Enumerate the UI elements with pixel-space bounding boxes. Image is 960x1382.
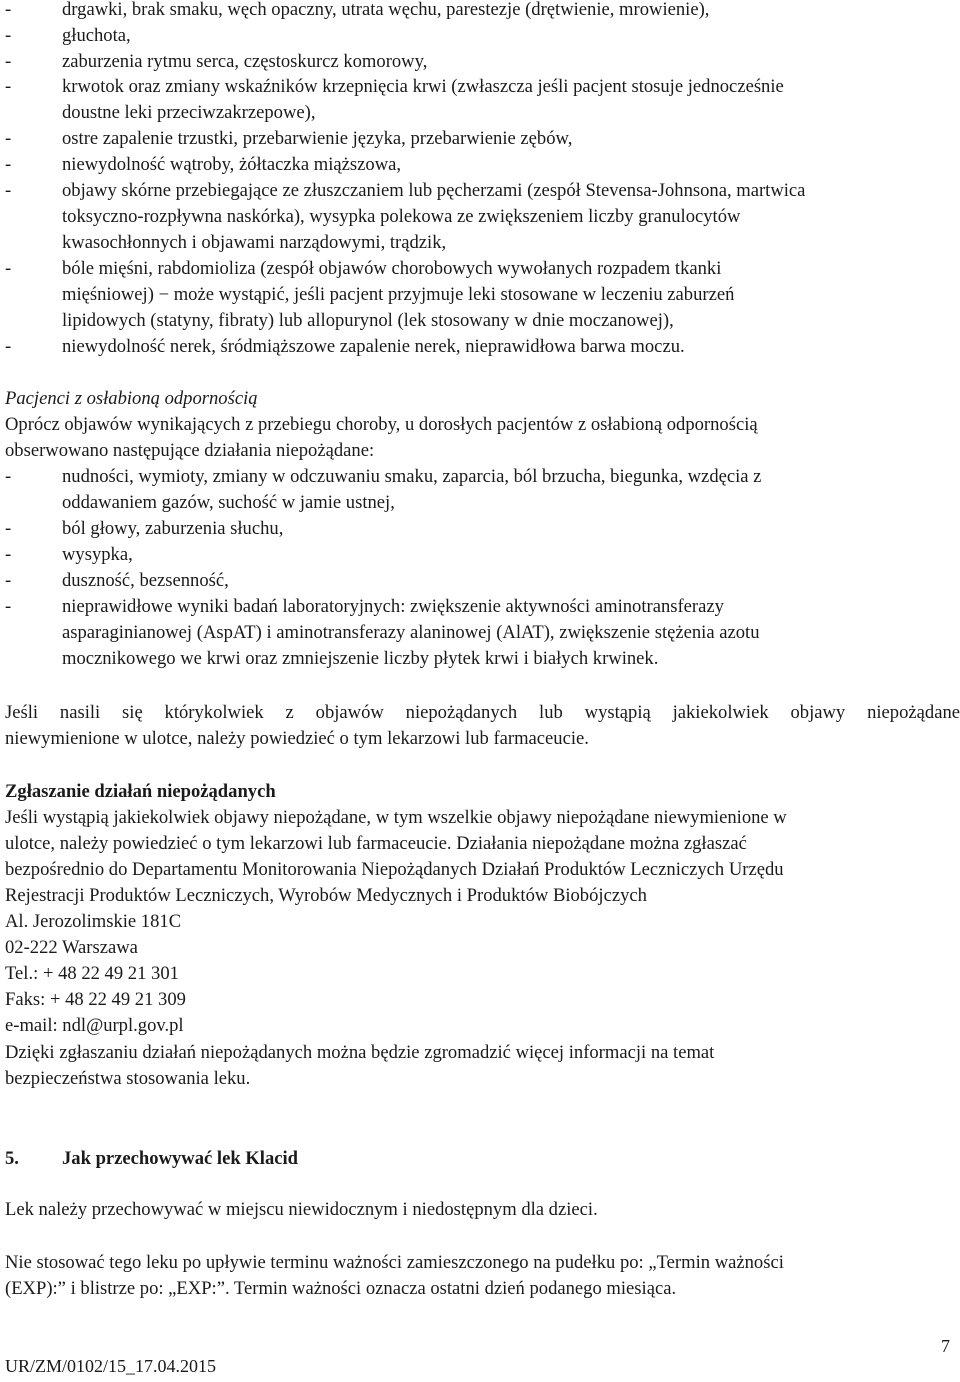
paragraph-line: niewymienione w ulotce, należy powiedzieć o tym lekarzowi lub farmaceucie. bbox=[5, 728, 589, 749]
email-address: e-mail: ndl@urpl.gov.pl bbox=[5, 1015, 184, 1036]
paragraph-line: Rejestracji Produktów Leczniczych, Wyrobów Medycznych i Produktów Biobójczych bbox=[5, 885, 647, 906]
paragraph-line: ulotce, należy powiedzieć o tym lekarzowi lub farmaceucie. Działania niepożądane można zgłaszać bbox=[5, 833, 747, 854]
section-title: Jak przechowywać lek Klacid bbox=[62, 1148, 299, 1169]
justified-line: Jeśli nasili się którykolwiek z objawów niepożądanych lub wystąpią jakiekolwiek objawy niepożądane bbox=[5, 702, 960, 723]
section-heading bbox=[0, 1146, 960, 1172]
paragraph-line: (EXP):” i blistrze po: „EXP:”. Termin ważności oznacza ostatni dzień podanego miesiąca. bbox=[5, 1278, 677, 1299]
section-heading: Pacjenci z osłabioną odpornością bbox=[5, 388, 258, 409]
paragraph-line: bezpośrednio do Departamentu Monitorowania Niepożądanych Działań Produktów Leczniczych Urzędu bbox=[5, 859, 784, 880]
document-code: UR/ZM/0102/15_17.04.2015 bbox=[5, 1356, 217, 1376]
address-street: Al. Jerozolimskie 181C bbox=[5, 911, 182, 932]
paragraph-line: Dzięki zgłaszaniu działań niepożądanych można będzie zgromadzić więcej informacji na temat bbox=[5, 1042, 715, 1063]
paragraph-line: Jeśli wystąpią jakiekolwiek objawy niepożądane, w tym wszelkie objawy niepożądane niewymienione w bbox=[5, 807, 787, 828]
document-page: - drgawki, brak smaku, węch opaczny, utrata węchu, parestezje (drętwienie, mrowienie), - głuchota, - zaburzenia rytmu serca, częstoskurcz komorowy, - krwotok oraz zmiany wskaźników krzepnięcia krwi (zwłaszcza jeśli pacjent stosuje jednocześnie doustne leki przeciwzakrzepowe), - ostre zapalenie trzustki, przebarwienie języka, przebarwienie zębów, - niewydolność wątroby, żółtaczka miąższowa, - objawy skórne przebiegające ze złuszczaniem lub pęcherzami (zespół Stevensa-Johnsona, martwica toksyczno-rozpływna naskórka), wysypka polekowa ze zwiększeniem liczby granulocytów kwasochłonnych i objawami narządowymi, trądzik, - bóle mięśni, rabdomioliza (zespół objawów chorobowych wywołanych rozpadem tkanki mięśniowej) − może wystąpić, jeśli pacjent przyjmuje leki stosowane w leczeniu zaburzeń lipidowych (statyny, fibraty) lub allopurynol (lek stosowany w dnie moczanowej), - niewydolność nerek, śródmiąższowe zapalenie nerek, nieprawidłowa barwa moczu. Pacjenci z osłabioną odpornością Oprócz objawów wynikających z przebiegu choroby, u dorosłych pacjentów z osłabioną odpornością obserwowano następujące działania niepożądane: - nudności, wymioty, zmiany w odczuwaniu smaku, zaparcia, ból brzucha, biegunka, wzdęcia z oddawaniem gazów, suchość w jamie ustnej, - ból głowy, zaburzenia słuchu, - wysypka, - duszność, bezsenność, - nieprawidłowe wyniki badań laboratoryjnych: zwiększenie aktywności aminotransferazy asparaginianowej (AspAT) i aminotransferazy alaninowej (AlAT), zwiększenie stężenia azotu mocznikowego we krwi oraz zmniejszenie liczby płytek krwi i białych krwinek. Jeśli nasili się którykolwiek z objawów niepożądanych lub wystąpią jakiekolwiek objawy niepożądane niewymienione w ulotce, należy powiedzieć o tym lekarzowi lub farmaceucie. Zgłaszanie działań niepożądanych Jeśli wystąpią jakiekolwiek objawy niepożądane, w tym wszelkie objawy niepożądane niewymienione w ulotce, należy powiedzieć o tym lekarzowi lub farmaceucie. Działania niepożądane można zgłaszać bezpośrednio do Departamentu Monitorowania Niepożądanych Działań Produktów Leczniczych Urzędu Rejestracji Produktów Leczniczych, Wyrobów Medycznych i Produktów Biobójczych Al. Jerozolimskie 181C 02-222 Warszawa Tel.: + 48 22 49 21 301 Faks: + 48 22 49 21 309 e-mail: ndl@urpl.gov.pl Dzięki zgłaszaniu działań niepożądanych można będzie zgromadzić więcej informacji na temat bezpieczeństwa stosowania leku. 5. Jak przechowywać lek Klacid Lek należy przechowywać w miejscu niewidocznym i niedostępnym dla dzieci. Nie stosować tego leku po upływie terminu ważności zamieszczonego na pudełku po: „Termin ważności (EXP):” i blistrze po: „EXP:”. Termin ważności oznacza ostatni dzień podanego miesiąca. 7 UR/ZM/0102/15_17.04.2015 bbox=[0, 0, 960, 1382]
paragraph-line: Oprócz objawów wynikających z przebiegu choroby, u dorosłych pacjentów z osłabioną odpornością bbox=[5, 414, 758, 435]
paragraph-line: obserwowano następujące działania niepożądane: bbox=[5, 440, 375, 461]
address-city: 02-222 Warszawa bbox=[5, 937, 138, 958]
section-heading: Zgłaszanie działań niepożądanych bbox=[5, 781, 276, 802]
paragraph-line: bezpieczeństwa stosowania leku. bbox=[5, 1068, 251, 1089]
paragraph-line: Nie stosować tego leku po upływie terminu ważności zamieszczonego na pudełku po: „Termin ważności bbox=[5, 1252, 784, 1273]
phone-number: Tel.: + 48 22 49 21 301 bbox=[5, 963, 179, 984]
page-number: 7 bbox=[941, 1336, 950, 1356]
fax-number: Faks: + 48 22 49 21 309 bbox=[5, 989, 186, 1010]
paragraph-line: Lek należy przechowywać w miejscu niewidocznym i niedostępnym dla dzieci. bbox=[5, 1199, 598, 1220]
section-number: 5. bbox=[5, 1148, 19, 1169]
